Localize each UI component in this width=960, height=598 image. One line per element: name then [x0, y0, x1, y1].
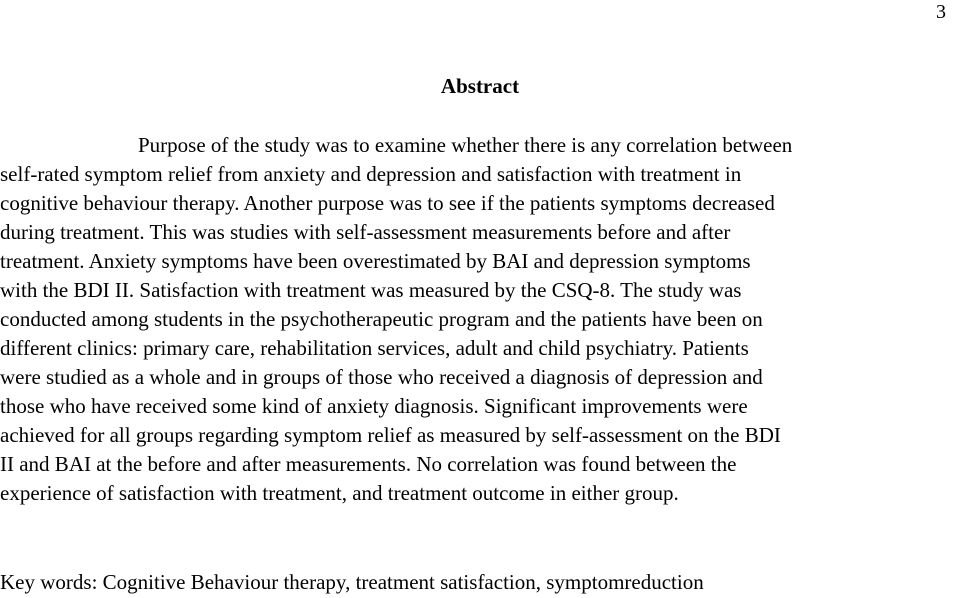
abstract-line: were studied as a whole and in groups of those who received a diagnosis of depression and — [0, 365, 763, 389]
abstract-line: cognitive behaviour therapy. Another purpose was to see if the patients symptoms decreased — [0, 191, 775, 215]
abstract-line: experience of satisfaction with treatment, and treatment outcome in either group. — [0, 481, 679, 505]
abstract-line: those who have received some kind of anxiety diagnosis. Significant improvements were — [0, 394, 748, 418]
abstract-line: Purpose of the study was to examine whether there is any correlation between — [138, 133, 793, 157]
abstract-line: treatment. Anxiety symptoms have been overestimated by BAI and depression symptoms — [0, 249, 751, 273]
keywords-line: Key words: Cognitive Behaviour therapy, treatment satisfaction, symptomreduction — [0, 570, 704, 594]
abstract-line: different clinics: primary care, rehabilitation services, adult and child psychiatry. Patients — [0, 336, 749, 360]
abstract-line: conducted among students in the psychotherapeutic program and the patients have been on — [0, 307, 763, 331]
abstract-line: achieved for all groups regarding symptom relief as measured by self-assessment on the BDI — [0, 423, 781, 447]
abstract-line: with the BDI II. Satisfaction with treatment was measured by the CSQ-8. The study was — [0, 278, 742, 302]
page-number: 3 — [936, 1, 946, 23]
abstract-heading: Abstract — [440, 74, 520, 98]
abstract-line: self-rated symptom relief from anxiety and depression and satisfaction with treatment in — [0, 162, 742, 186]
abstract-line: II and BAI at the before and after measurements. No correlation was found between the — [0, 452, 737, 476]
abstract-line: during treatment. This was studies with self-assessment measurements before and after — [0, 220, 731, 244]
